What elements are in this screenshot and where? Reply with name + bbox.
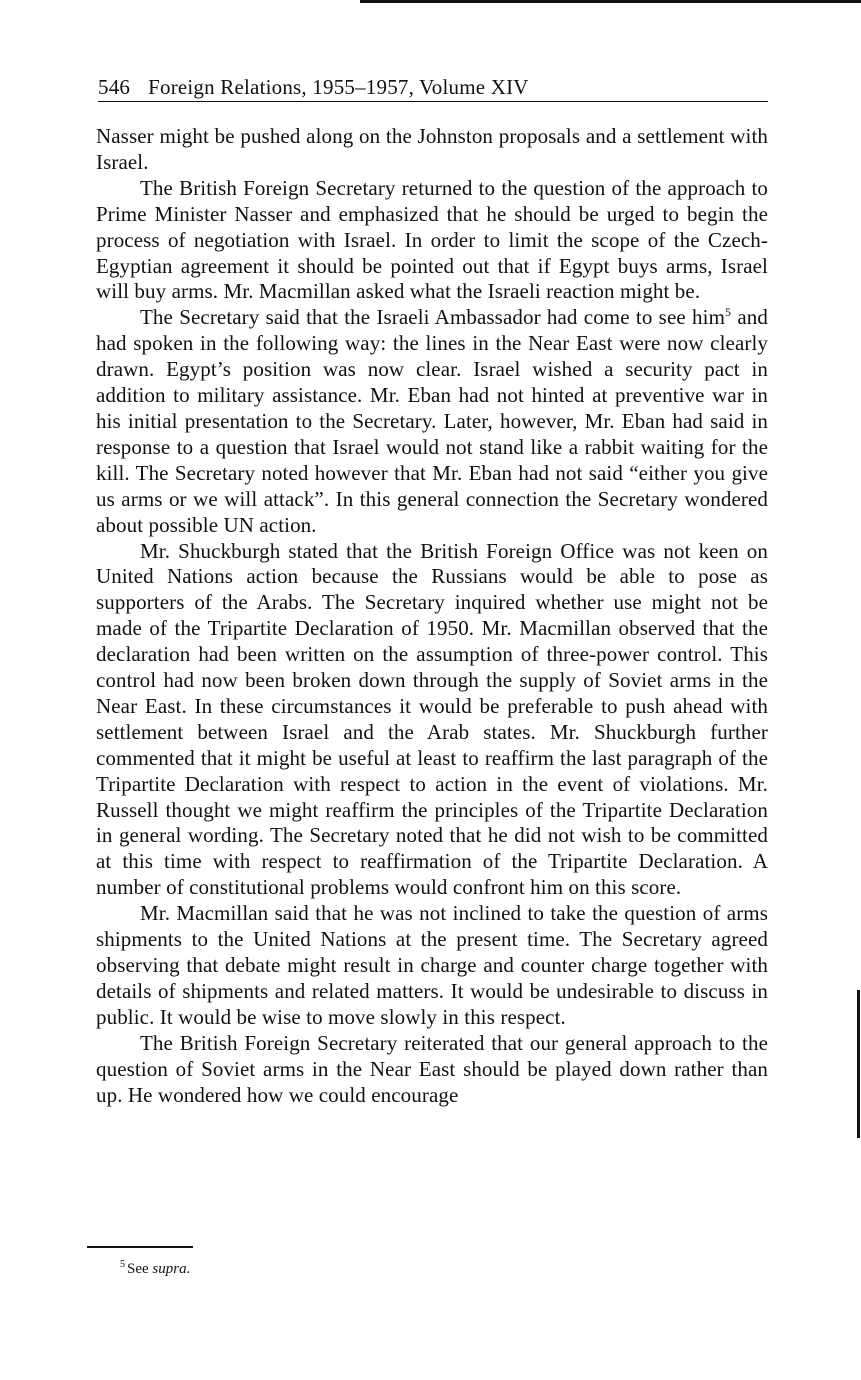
paragraph-text-before-ref: The Secretary said that the Israeli Ambassador had come to see him (140, 305, 725, 330)
paragraph-israeli-ambassador (96, 305, 768, 538)
footnote (120, 1256, 190, 1278)
paragraph-shuckburgh: Mr. Shuckburgh stated that the British Foreign Office was not keen on United Nations action because the Russians would be able to pose as supporters of the Arabs. The Secretary inquired whether use might not be made of the Tripartite Declaration of 1950. Mr. Macmillan observed that the declaration had been written on the assumption of three-power control. This control had now been broken down through the supply of Soviet arms in the Near East. In these circumstances it would be preferable to push ahead with settlement between Israel and the Arab states. Mr. Shuckburgh further commented that it might be useful at least to reaffirm the last paragraph of the Tripartite Declaration with respect to action in the event of violations. Mr. Russell thought we might reaffirm the principles of the Tripartite Declaration in general wording. The Secretary noted that he did not wish to be committed at this time with respect to reaffirmation of the Tripartite Declaration. A number of constitutional problems would confront him on this score. (96, 538, 768, 900)
volume-title: Foreign Relations, 1955–1957, Volume XIV (148, 75, 529, 99)
footnote-number: 5 (120, 1259, 125, 1270)
paragraph-continuation: Nasser might be pushed along on the Johnston proposals and a settlement with Israel. (96, 124, 768, 174)
page-edge-mark (857, 990, 860, 1138)
footnote-reference: 5 (725, 305, 732, 320)
paragraph-soviet-arms: The British Foreign Secretary reiterated that our general approach to the question of Soviet arms in the Near East should be played down rather than up. He wondered how we could encourage (96, 1030, 768, 1107)
page-number: 546 (98, 75, 131, 99)
paragraph-macmillan-un: Mr. Macmillan said that he was not inclined to take the question of arms shipments to the United Nations at the present time. The Secretary agreed observing that debate might result in charge and counter charge together with details of shipments and related matters. It would be undesirable to discuss in public. It would be wise to move slowly in this respect. (96, 901, 768, 1029)
body-text (96, 124, 768, 1108)
running-head (98, 74, 768, 102)
footnote-divider (87, 1246, 193, 1248)
paragraph-foreign-secretary-approach: The British Foreign Secretary returned to the question of the approach to Prime Minister Nasser and emphasized that he should be urged to begin the process of negotiation with Israel. In order to limit the scope of the Czech-Egyptian agreement it should be pointed out that if Egypt buys arms, Israel will buy arms. Mr. Macmillan asked what the Israeli reaction might be. (96, 175, 768, 304)
footnote-italic-text: supra. (152, 1261, 191, 1277)
paragraph-text-after-ref: and had spoken in the following way: the lines in the Near East were now clearly drawn. Egypt’s position was now clear. Israel wished a security pact in addition to military assistance. Mr. Eban had not hinted at preventive war in his initial presentation to the Secretary. Later, however, Mr. Eban had said in response to a question that Israel would not stand like a rabbit waiting for the kill. The Secretary noted however that Mr. Eban had not said “either you give us arms or we will attack”. In this general connection the Secretary wondered about possible UN action. (96, 305, 768, 537)
top-edge-rule (360, 0, 861, 3)
footnote-text: See (127, 1261, 153, 1277)
